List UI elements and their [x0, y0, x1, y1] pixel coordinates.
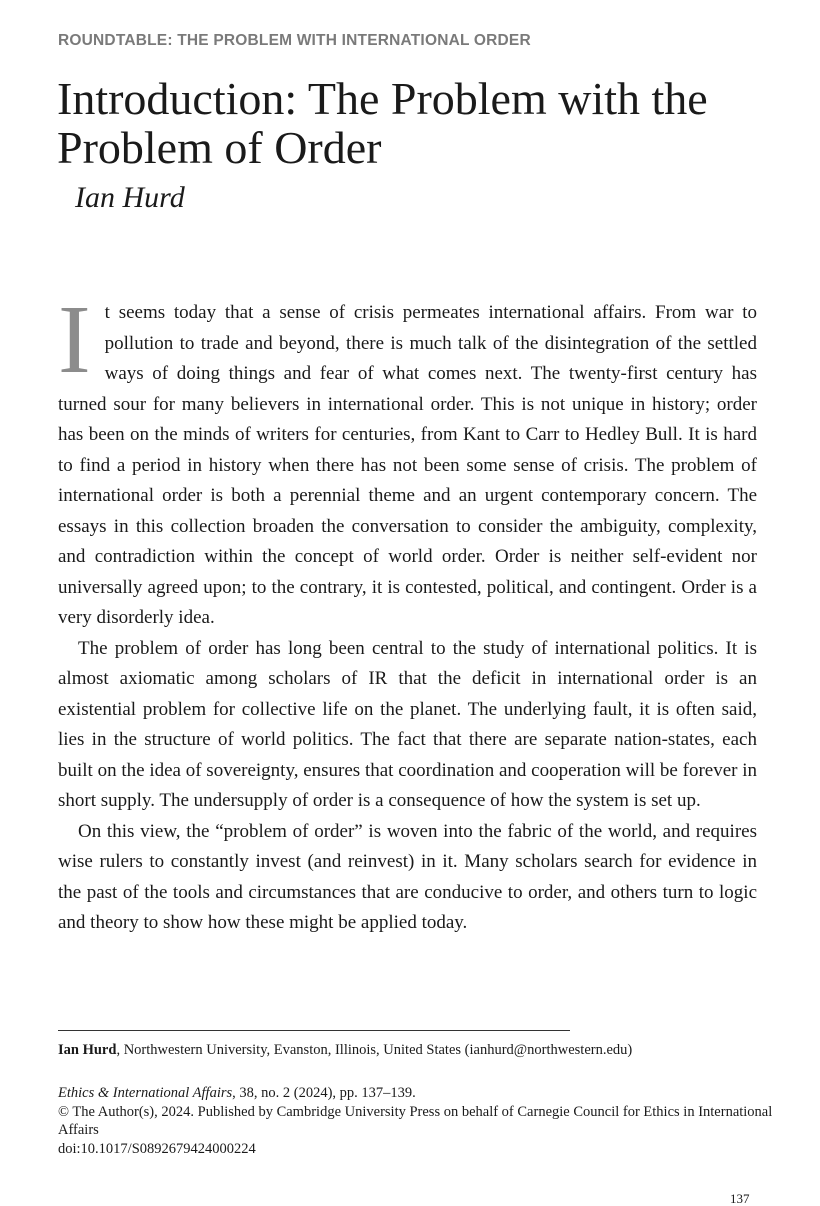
paragraph-1 — [58, 286, 757, 634]
copyright-line: © The Author(s), 2024. Published by Cambridge University Press on behalf of Carnegie Council for Ethics in International Affairs — [58, 1103, 773, 1139]
article-author: Ian Hurd — [75, 181, 185, 214]
citation-line — [58, 1084, 778, 1103]
affiliation-close: ) — [627, 1042, 633, 1058]
section-label: ROUNDTABLE: THE PROBLEM WITH INTERNATIONAL ORDER — [58, 32, 531, 49]
author-email-link[interactable]: ianhurd@northwestern.edu — [469, 1042, 628, 1058]
citation-details: , 38, no. 2 (2024), pp. 137–139. — [232, 1085, 416, 1101]
affiliation-text: , Northwestern University, Evanston, Illinois, United States ( — [116, 1042, 470, 1058]
paragraph-3: On this view, the “problem of order” is woven into the fabric of the world, and requires wise rulers to constantly invest (and reinvest) in it. Many scholars search for evidence in the past of the tools and circumstances that are conducive to order, and others turn to logic and theory to show how these might be applied today. — [58, 820, 757, 933]
article-title: Introduction: The Problem with the Problem of Order — [57, 73, 708, 173]
page-number: 137 — [730, 1191, 750, 1206]
affiliation-author-name: Ian Hurd — [58, 1042, 117, 1058]
drop-cap: I — [58, 286, 91, 394]
paragraph-1-text: t seems today that a sense of crisis permeates international affairs. From war to pollution to trade and beyond, there is much talk of the disintegration of the settled ways of doing things and fear of what comes next. The twenty-first century has turned sour for many believers in international order. This is not unique in history; order has been on the minds of writers for centuries, from Kant to Carr to Hedley Bull. It is hard to find a period in history when there has not been some sense of crisis. The problem of international order is both a perennial theme and an urgent contemporary concern. The essays in this collection broaden the conversation to consider the ambiguity, complexity, and contradiction within the concept of world order. Order is neither self-evident nor universally agreed upon; to the contrary, it is contested, political, and contingent. Order is a very disorderly idea. — [58, 302, 757, 628]
author-affiliation — [58, 1040, 778, 1060]
article-body — [58, 286, 757, 939]
publication-info — [58, 1084, 778, 1158]
paragraph-2: The problem of order has long been central to the study of international politics. It is almost axiomatic among scholars of IR that the deficit in international order is an existential problem for collective life on the planet. The underlying fault, it is often said, lies in the structure of world politics. The fact that there are separate nation-states, each built on the idea of sovereignty, ensures that coordination and cooperation will be forever in short supply. The undersupply of order is a consequence of how the system is set up. — [58, 637, 757, 811]
footnote-divider — [58, 1030, 570, 1031]
journal-name: Ethics & International Affairs — [58, 1085, 233, 1101]
doi-line: doi:10.1017/S0892679424000224 — [58, 1140, 256, 1157]
